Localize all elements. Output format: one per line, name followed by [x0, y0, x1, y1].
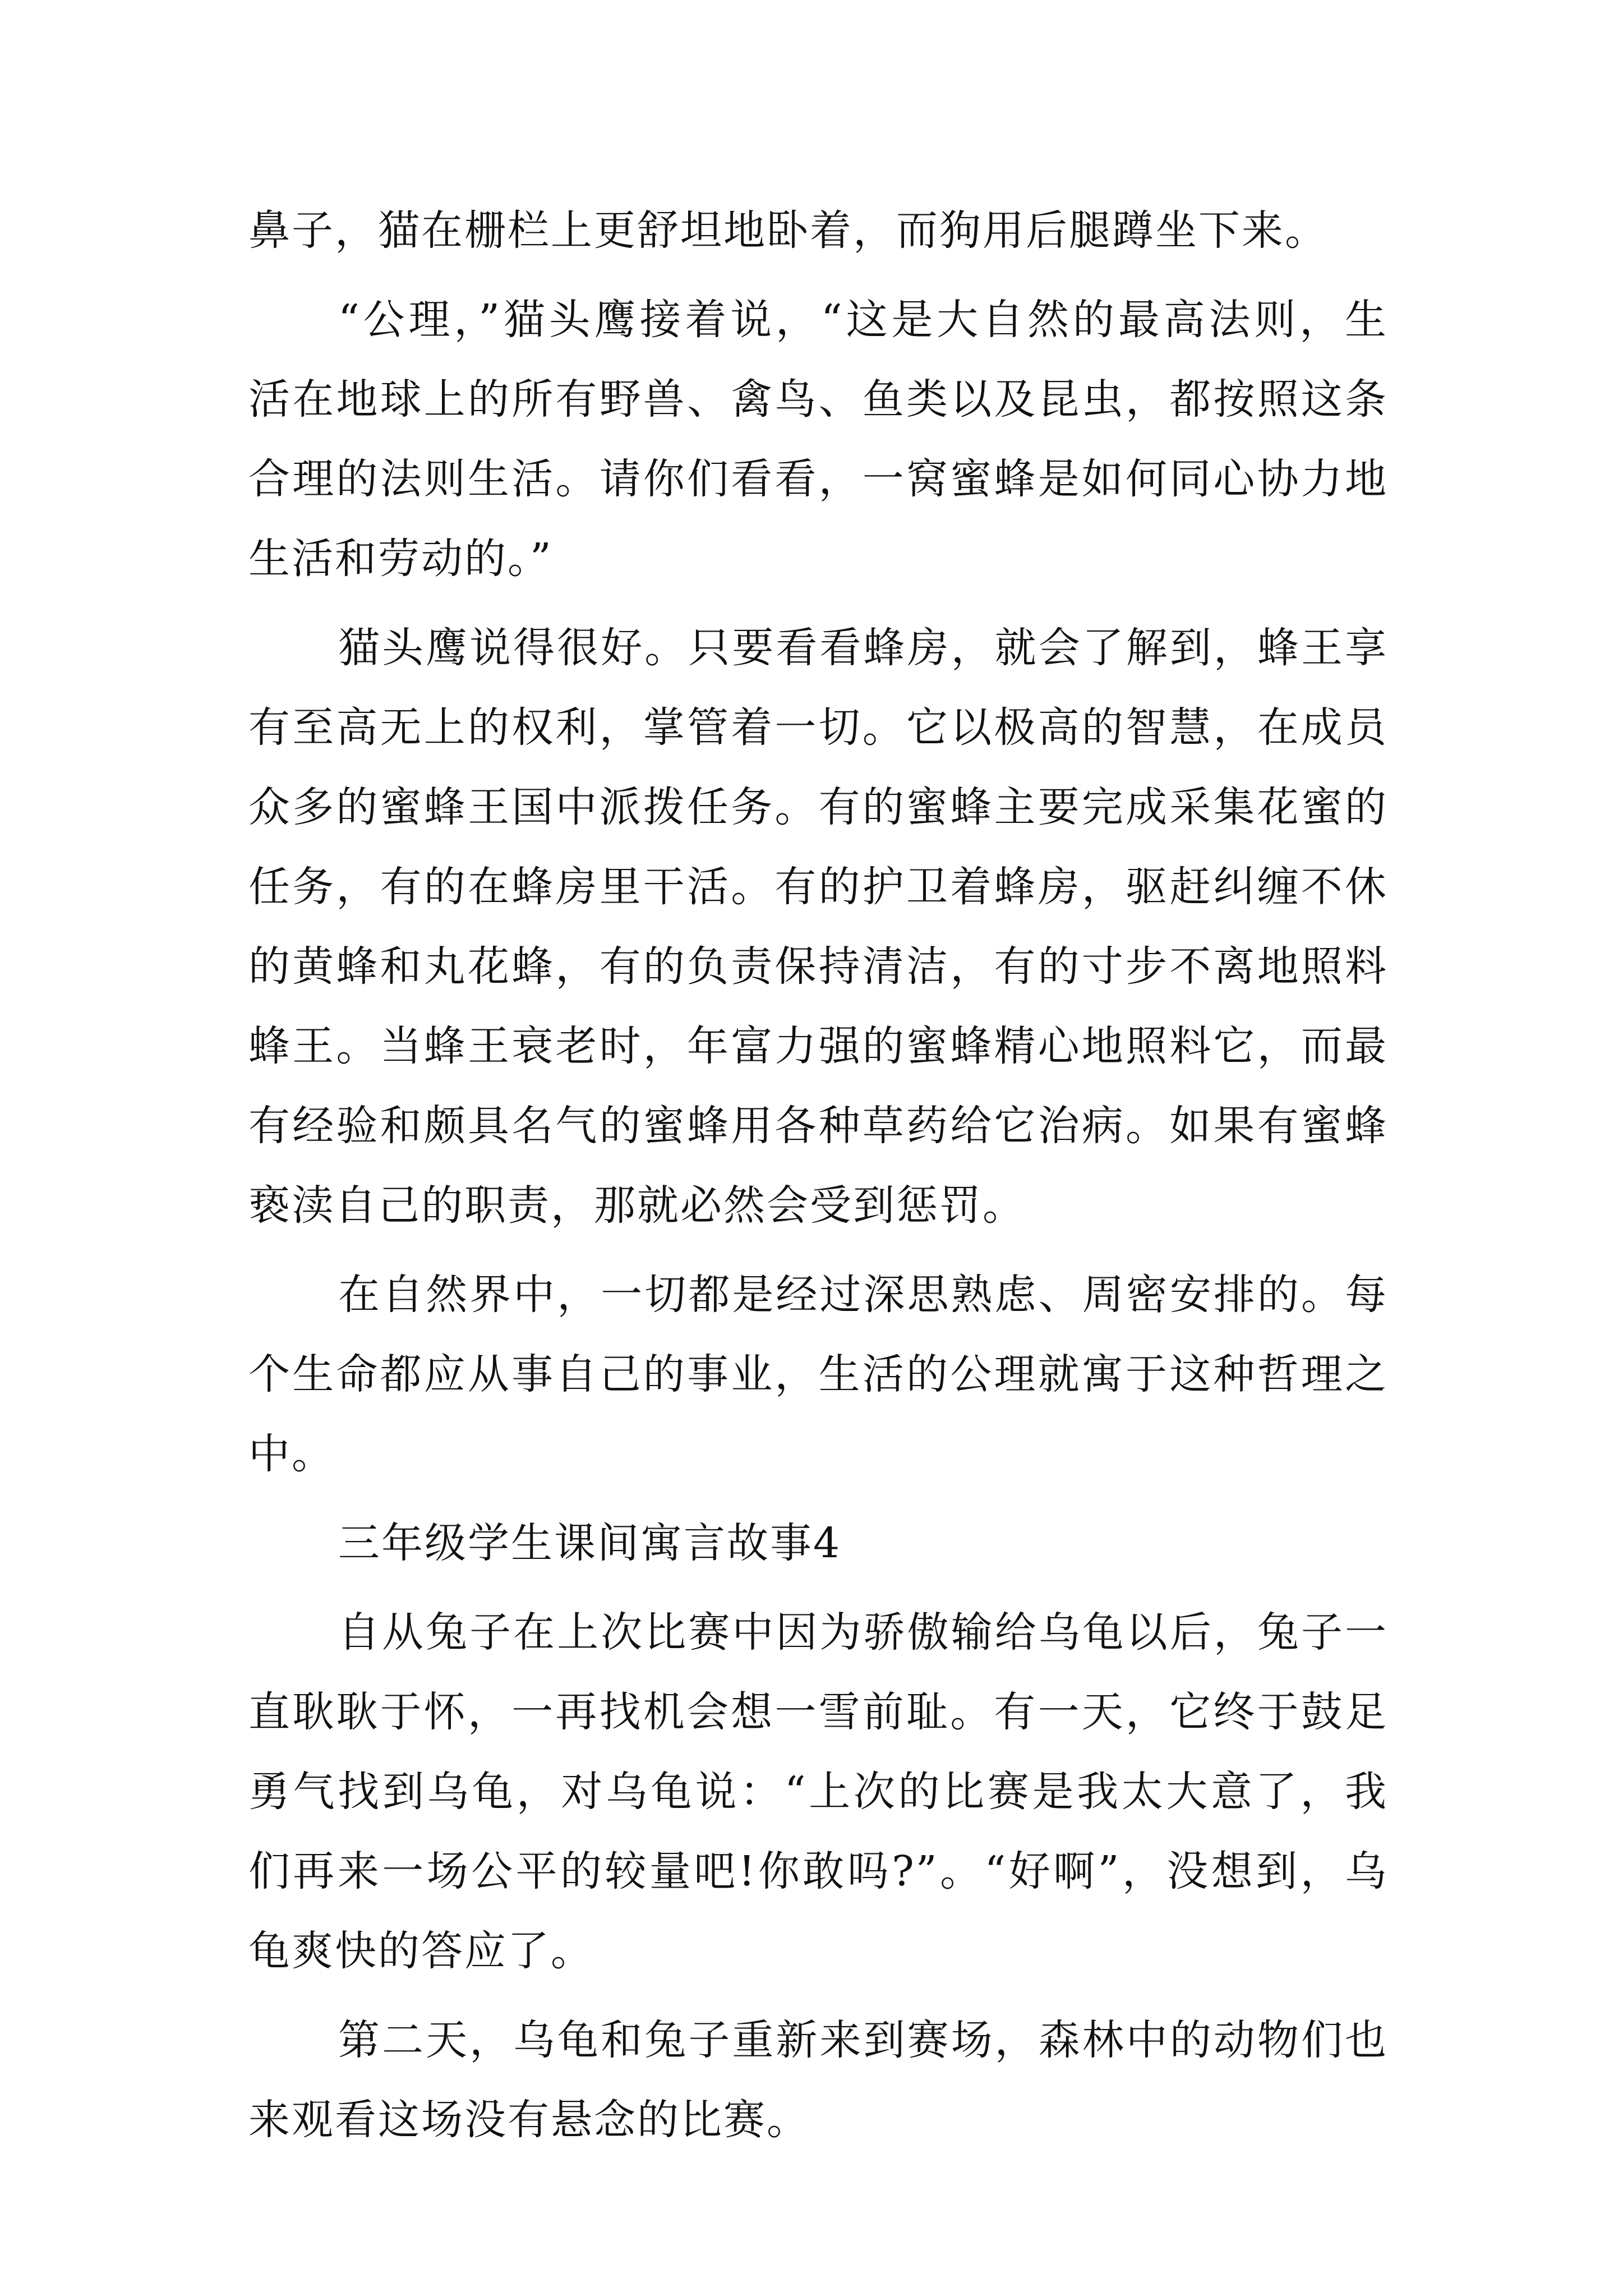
text-line: 有经验和颇具名气的蜜蜂用各种草药给它治病。如果有蜜蜂 [248, 1102, 1388, 1150]
text-line: 有至高无上的权利，掌管着一切。它以极高的智慧，在成员 [248, 703, 1388, 752]
text-line: 合理的法则生活。请你们看看，一窝蜜蜂是如何同心协力地 [248, 455, 1388, 503]
text-line: 的黄蜂和丸花蜂，有的负责保持清洁，有的寸步不离地照料 [248, 942, 1388, 991]
text-line: 勇气找到乌龟，对乌龟说：“上次的比赛是我太大意了，我 [248, 1768, 1388, 1816]
text-line: 龟爽快的答应了。 [248, 1927, 594, 1975]
text-line: 个生命都应从事自己的事业，生活的公理就寓于这种哲理之 [248, 1350, 1388, 1398]
text-line: 第二天，乌龟和兔子重新来到赛场，森林中的动物们也 [338, 2016, 1388, 2064]
section-heading: 三年级学生课间寓言故事4 [338, 1519, 842, 1567]
text-line: 鼻子，猫在栅栏上更舒坦地卧着，而狗用后腿蹲坐下来。 [248, 206, 1328, 255]
text-line: “公理，”猫头鹰接着说，“这是大自然的最高法则，生 [338, 296, 1388, 344]
text-line: 生活和劳动的。” [248, 535, 553, 583]
text-line: 自从兔子在上次比赛中因为骄傲输给乌龟以后，兔子一 [338, 1608, 1388, 1657]
text-line: 活在地球上的所有野兽、禽鸟、鱼类以及昆虫，都按照这条 [248, 375, 1388, 424]
text-line: 任务，有的在蜂房里干活。有的护卫着蜂房，驱赶纠缠不休 [248, 863, 1388, 911]
text-line: 亵渎自己的职责，那就必然会受到惩罚。 [248, 1181, 1026, 1230]
text-line: 猫头鹰说得很好。只要看看蜂房，就会了解到，蜂王享 [338, 624, 1388, 672]
document-body [248, 191, 1388, 2160]
text-line: 来观看这场没有悬念的比赛。 [248, 2096, 810, 2144]
text-line: 蜂王。当蜂王衰老时，年富力强的蜜蜂精心地照料它，而最 [248, 1022, 1388, 1070]
text-line: 们再来一场公平的较量吧!你敢吗?”。“好啊”，没想到，乌 [248, 1847, 1388, 1895]
text-line: 众多的蜜蜂王国中派拨任务。有的蜜蜂主要完成采集花蜜的 [248, 783, 1388, 831]
text-line: 在自然界中，一切都是经过深思熟虑、周密安排的。每 [338, 1271, 1388, 1319]
text-line: 中。 [248, 1430, 335, 1478]
text-line: 直耿耿于怀，一再找机会想一雪前耻。有一天，它终于鼓足 [248, 1688, 1388, 1736]
